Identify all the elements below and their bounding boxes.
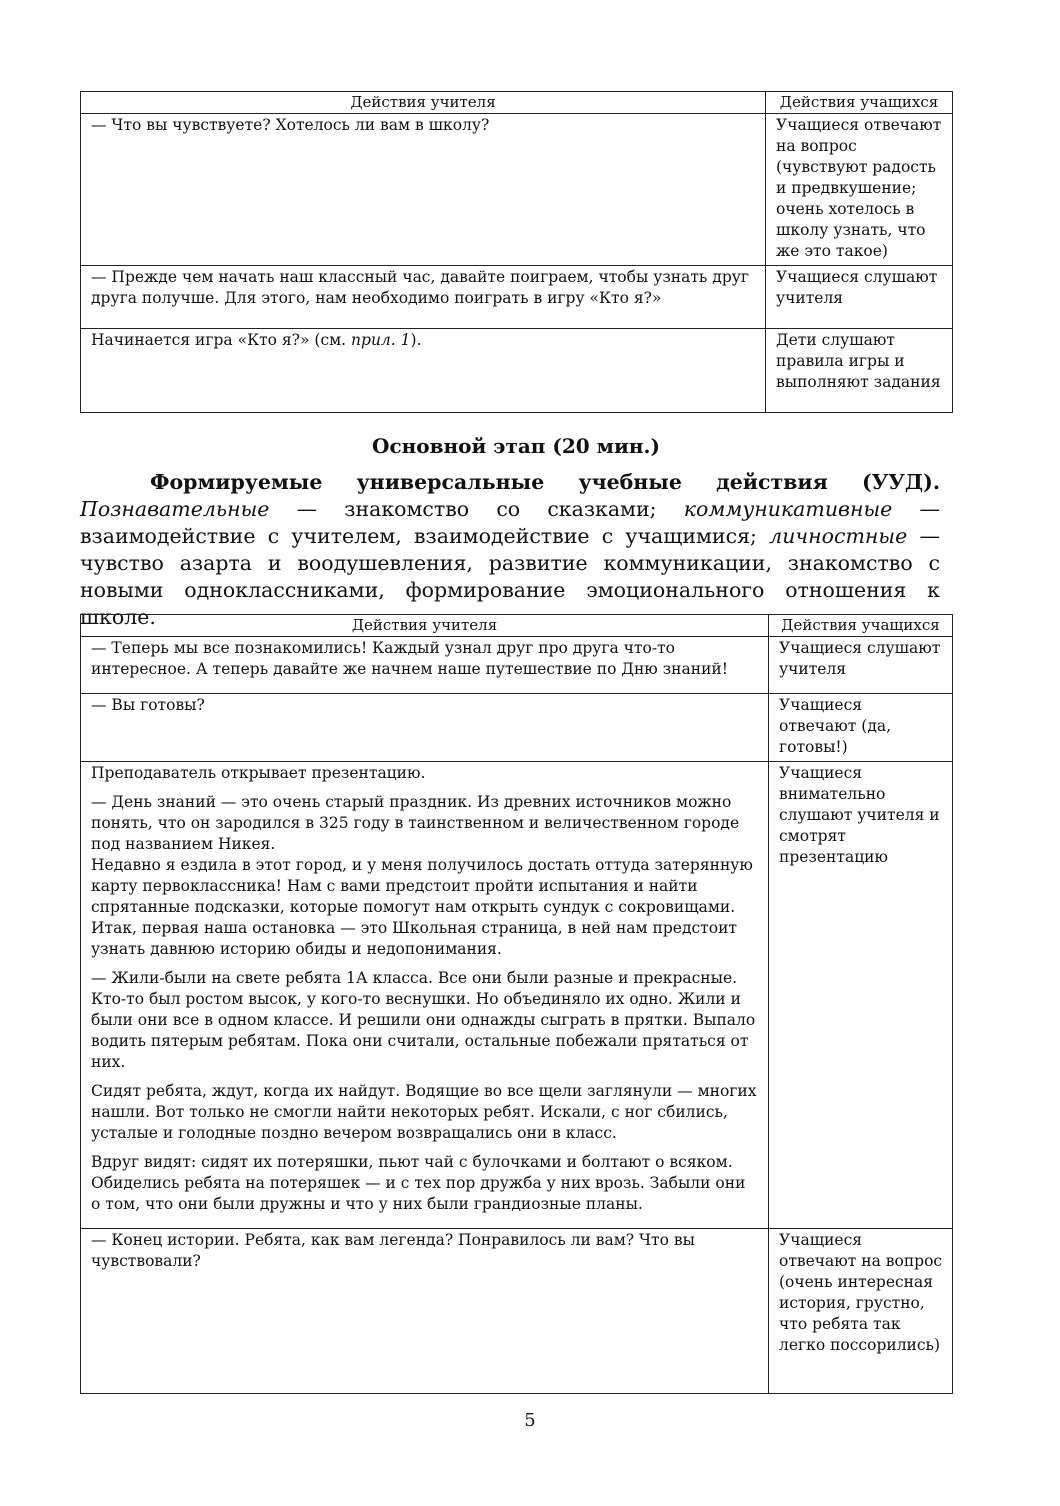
teacher-action-cell	[81, 329, 766, 413]
student-action-cell: Учащиеся отвечают (да, готовы!)	[769, 694, 953, 762]
student-action-cell: Учащиеся слушают учителя	[769, 637, 953, 694]
paragraph: Вдруг видят: сидят их потеряшки, пьют чай с булочками и болтают о всяком. Обиделись ребята на потеряшек — и с тех пор дружба у них врозь. Забыли они о том, что они были дружны и что у них были грандиозные планы.	[91, 1153, 746, 1213]
main-stage-activities-table	[80, 614, 953, 1394]
paragraph: — Жили-были на свете ребята 1А класса. Все они были разные и прекрасные. Кто-то был ростом высок, у кого-то веснушки. Но объединяло их одно. Жили и были они все в одном классе. И решили они однажды сыграть в прятки. Выпало водить пятерым ребятам. Пока они считали, остальные побежали прятаться от них.	[91, 969, 756, 1071]
stage-title: Основной этап (20 мин.)	[372, 434, 660, 458]
student-action-cell: Учащиеся слушают учителя	[766, 266, 953, 329]
table-row	[81, 694, 953, 762]
student-action-cell: Учащиеся отвечают на вопрос (чувствуют радость и предвкушение; очень хотелось в школу узнать, что же это такое)	[766, 114, 953, 266]
teacher-action-cell: — Что вы чувствуете? Хотелось ли вам в школу?	[81, 114, 766, 266]
page-number: 5	[524, 1410, 536, 1431]
uud-paragraph	[80, 469, 940, 631]
table-row	[81, 114, 953, 266]
teacher-action-cell: — Теперь мы все познакомились! Каждый узнал друг про друга что-то интересное. А теперь давайте же начнем наше путешествие по Дню знаний!	[81, 637, 769, 694]
paragraph	[91, 792, 759, 960]
cell-text: ).	[410, 331, 422, 349]
communicative-label: коммуникативные	[683, 497, 893, 521]
teacher-action-cell: — Прежде чем начать наш классный час, давайте поиграем, чтобы узнать друг друга получше. Для этого, нам необходимо поиграть в игру «Кто я?»	[81, 266, 766, 329]
table-row	[81, 762, 953, 1229]
student-actions-header: Действия учащихся	[769, 615, 953, 637]
personal-label: личностные	[769, 524, 908, 548]
communicative-text: — взаимодействие с учителем, взаимодействие с учащимися;	[80, 497, 940, 548]
student-action-cell: Дети слушают правила игры и выполняют задания	[766, 329, 953, 413]
teacher-action-cell: — Вы готовы?	[81, 694, 769, 762]
teacher-actions-header: Действия учителя	[81, 92, 766, 114]
teacher-action-cell	[81, 762, 769, 1229]
student-actions-header: Действия учащихся	[766, 92, 953, 114]
teacher-action-cell: — Конец истории. Ребята, как вам легенда? Понравилось ли вам? Что вы чувствовали?	[81, 1229, 769, 1394]
paragraph: Преподаватель открывает презентацию.	[91, 764, 426, 782]
teacher-actions-header: Действия учителя	[81, 615, 769, 637]
paragraph: Сидят ребята, ждут, когда их найдут. Водящие во все щели заглянули — многих нашли. Вот только не смогли найти некоторых ребят. Искали, с ног сбились, усталые и голодные поздно вечером возвращались они в класс.	[91, 1082, 757, 1142]
table-row	[81, 637, 953, 694]
paragraph-line: — День знаний — это очень старый праздник. Из древних источников можно понять, что он зародился в 325 году в таинственном и величественном городе под названием Никея.	[91, 793, 740, 853]
cognitive-label: Познавательные	[80, 497, 270, 521]
paragraph-line: Недавно я ездила в этот город, и у меня получилось достать оттуда затерянную карту первоклассника! Нам с вами предстоит пройти испытания и найти спрятанные подсказки, которые помогут нам открыть сундук с сокровищами. Итак, первая наша остановка — это Школьная страница, в ней нам предстоит узнать давнюю историю обиды и недопонимания.	[91, 856, 753, 958]
cell-text: Начинается игра «Кто я?» (см.	[91, 331, 352, 349]
table-header-row	[81, 615, 953, 637]
table-row	[81, 1229, 953, 1394]
intro-activities-table	[80, 91, 953, 413]
table-header-row	[81, 92, 953, 114]
student-action-cell: Учащиеся отвечают на вопрос (очень интересная история, грустно, что ребята так легко поссорились)	[769, 1229, 953, 1394]
uud-heading: Формируемые универсальные учебные действия (УУД).	[150, 470, 940, 494]
cognitive-text: — знакомство со сказками;	[269, 497, 684, 521]
appendix-reference: прил. 1	[351, 331, 411, 349]
personal-text: — чувство азарта и воодушевления, развитие коммуникации, знакомство с новыми одноклассниками, формирование эмоционального отношения к школе.	[80, 524, 940, 629]
student-action-cell: Учащиеся внимательно слушают учителя и смотрят презентацию	[769, 762, 953, 1229]
table-row	[81, 266, 953, 329]
table-row	[81, 329, 953, 413]
